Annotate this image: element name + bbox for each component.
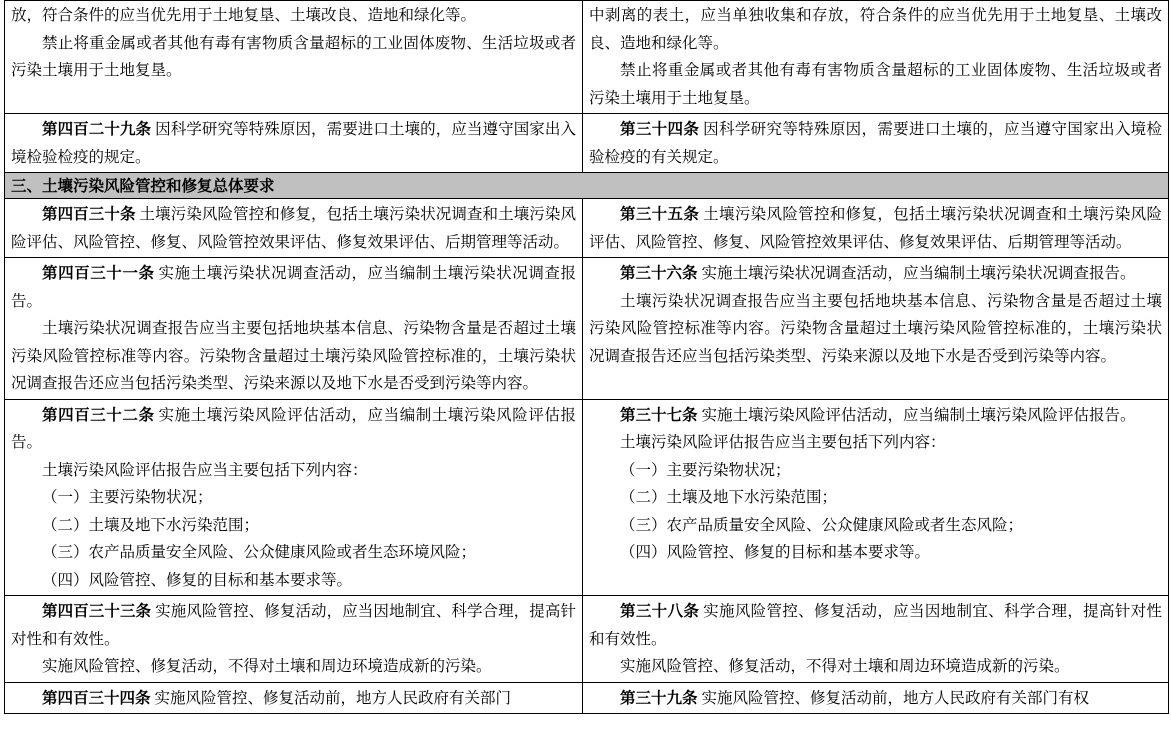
provision-paragraph bbox=[589, 653, 1162, 681]
provision-paragraph bbox=[11, 567, 576, 595]
provision-paragraph bbox=[589, 684, 1162, 713]
provision-text: 禁止将重金属或者其他有毒有害物质含量超标的工业固体废物、生活垃圾或者污染土壤用于土地复垦。 bbox=[589, 61, 1162, 107]
provision-text: 实施风险管控、修复活动，应当因地制宜、科学合理，提高针对性和有效性。 bbox=[589, 602, 1162, 648]
provision-text: （三）农产品质量安全风险、公众健康风险或者生态风险； bbox=[620, 515, 1024, 534]
provision-text: 实施风险管控、修复活动前，地方人民政府有关部门有权 bbox=[701, 688, 1090, 707]
provision-paragraph bbox=[11, 539, 576, 567]
provision-paragraph bbox=[589, 457, 1162, 485]
provision-text: 实施风险管控、修复活动，不得对土壤和周边环境造成新的污染。 bbox=[42, 657, 492, 675]
section-header-row bbox=[5, 173, 1169, 199]
provision-paragraph bbox=[11, 457, 576, 485]
provision-paragraph bbox=[11, 2, 576, 30]
table-row bbox=[5, 1, 1169, 114]
article-number: 第三十九条 bbox=[620, 687, 698, 707]
provision-paragraph bbox=[11, 200, 576, 256]
provision-paragraph bbox=[11, 512, 576, 540]
table-row bbox=[5, 258, 1169, 400]
provision-text: （三）农产品质量安全风险、公众健康风险或者生态环境风险； bbox=[42, 543, 477, 561]
provision-paragraph bbox=[11, 684, 576, 713]
provision-text: 土壤污染风险管控和修复，包括土壤污染状况调查和土壤污染风险评估、风险管控、修复、风险管控效果评估、修复效果评估、后期管理等活动。 bbox=[11, 205, 576, 251]
old-provision-cell bbox=[5, 682, 583, 714]
provision-text: 禁止将重金属或者其他有毒有害物质含量超标的工业固体废物、生活垃圾或者污染土壤用于土地复垦。 bbox=[11, 33, 576, 79]
provision-paragraph bbox=[589, 288, 1162, 371]
provision-text: 因科学研究等特殊原因，需要进口土壤的，应当遵守国家出入境检验检疫的有关规定。 bbox=[589, 120, 1162, 166]
provision-paragraph bbox=[589, 200, 1162, 256]
article-number: 第四百三十条 bbox=[42, 204, 136, 223]
new-provision-cell bbox=[583, 114, 1169, 173]
table-row bbox=[5, 596, 1169, 683]
comparison-table-body bbox=[5, 1, 1169, 714]
old-provision-cell bbox=[5, 199, 583, 258]
provision-paragraph bbox=[11, 653, 576, 681]
provision-text: 土壤污染风险评估报告应当主要包括下列内容： bbox=[42, 460, 368, 479]
article-number: 第三十四条 bbox=[620, 119, 700, 138]
article-number: 第四百三十三条 bbox=[42, 601, 152, 620]
provision-text: 实施风险管控、修复活动，不得对土壤和周边环境造成新的污染。 bbox=[620, 657, 1070, 675]
new-provision-cell bbox=[583, 1, 1169, 114]
provision-text: 实施土壤污染状况调查活动，应当编制土壤污染状况调查报告。 bbox=[11, 264, 576, 310]
article-number: 第三十五条 bbox=[620, 204, 700, 223]
provision-paragraph bbox=[589, 401, 1162, 430]
provision-text: 实施土壤污染风险评估活动，应当编制土壤污染风险评估报告。 bbox=[701, 405, 1136, 424]
provision-text: （四）风险管控、修复的目标和基本要求等。 bbox=[620, 543, 931, 561]
old-provision-cell bbox=[5, 258, 583, 400]
provision-paragraph bbox=[589, 115, 1162, 171]
article-number: 第三十八条 bbox=[620, 601, 700, 620]
provision-paragraph bbox=[11, 484, 576, 512]
provision-text: （一）主要污染物状况； bbox=[620, 460, 791, 479]
table-row bbox=[5, 399, 1169, 596]
provision-text: 土壤污染风险评估报告应当主要包括下列内容： bbox=[620, 433, 946, 451]
provision-paragraph bbox=[589, 512, 1162, 540]
provision-paragraph bbox=[11, 401, 576, 457]
provision-paragraph bbox=[11, 259, 576, 315]
provision-paragraph bbox=[589, 2, 1162, 57]
article-number: 第四百二十九条 bbox=[42, 119, 152, 138]
provision-paragraph bbox=[589, 539, 1162, 567]
provision-text: 土壤污染状况调查报告应当主要包括地块基本信息、污染物含量是否超过土壤污染风险管控标准等内容。污染物含量超过土壤污染风险管控标准的，土壤污染状况调查报告还应当包括污染类型、污染来源以及地下水是否受到污染等内容。 bbox=[589, 291, 1162, 365]
comparison-table bbox=[4, 0, 1169, 714]
provision-paragraph bbox=[11, 115, 576, 171]
old-provision-cell bbox=[5, 399, 583, 596]
article-number: 第四百三十二条 bbox=[42, 404, 155, 424]
provision-paragraph bbox=[11, 30, 576, 85]
provision-paragraph bbox=[589, 597, 1162, 653]
old-provision-cell bbox=[5, 1, 583, 114]
article-number: 第四百三十一条 bbox=[42, 263, 155, 282]
new-provision-cell bbox=[583, 399, 1169, 596]
provision-text: 实施风险管控、修复活动前，地方人民政府有关部门 bbox=[154, 688, 512, 707]
provision-text: （二）土壤及地下水污染范围； bbox=[620, 488, 838, 506]
old-provision-cell bbox=[5, 596, 583, 683]
provision-paragraph bbox=[589, 57, 1162, 112]
article-number: 第四百三十四条 bbox=[42, 687, 151, 707]
provision-text: 放，符合条件的应当优先用于土地复垦、土壤改良、造地和绿化等。 bbox=[11, 6, 477, 24]
provision-paragraph bbox=[589, 259, 1162, 288]
provision-text: 因科学研究等特殊原因，需要进口土壤的，应当遵守国家出入境检验检疫的规定。 bbox=[11, 120, 576, 166]
table-row bbox=[5, 682, 1169, 714]
provision-text: 实施风险管控、修复活动，应当因地制宜、科学合理，提高针对性和有效性。 bbox=[11, 602, 576, 648]
provision-text: 实施土壤污染风险评估活动，应当编制土壤污染风险评估报告。 bbox=[11, 405, 576, 451]
new-provision-cell bbox=[583, 596, 1169, 683]
provision-text: （四）风险管控、修复的目标和基本要求等。 bbox=[42, 570, 353, 589]
new-provision-cell bbox=[583, 199, 1169, 258]
provision-text: 土壤污染状况调查报告应当主要包括地块基本信息、污染物含量是否超过土壤污染风险管控标准等内容。污染物含量超过土壤污染风险管控标准的，土壤污染状况调查报告还应当包括污染类型、污染来源以及地下水是否受到污染等内容。 bbox=[11, 319, 576, 392]
article-number: 第三十七条 bbox=[620, 404, 698, 424]
provision-paragraph bbox=[11, 315, 576, 398]
old-provision-cell bbox=[5, 114, 583, 173]
new-provision-cell bbox=[583, 682, 1169, 714]
provision-text: 土壤污染风险管控和修复，包括土壤污染状况调查和土壤污染风险评估、风险管控、修复、风险管控效果评估、修复效果评估、后期管理等活动。 bbox=[589, 205, 1162, 251]
section-heading: 三、土壤污染风险管控和修复总体要求 bbox=[5, 173, 1169, 199]
provision-text: （一）主要污染物状况； bbox=[42, 488, 213, 506]
provision-paragraph bbox=[589, 484, 1162, 512]
provision-text: （二）土壤及地下水污染范围； bbox=[42, 515, 260, 534]
provision-paragraph bbox=[589, 429, 1162, 457]
table-row bbox=[5, 114, 1169, 173]
article-number: 第三十六条 bbox=[620, 263, 698, 282]
provision-paragraph bbox=[11, 597, 576, 653]
new-provision-cell bbox=[583, 258, 1169, 400]
provision-text: 中剥离的表土，应当单独收集和存放，符合条件的应当优先用于土地复垦、土壤改良、造地和绿化等。 bbox=[589, 6, 1162, 52]
table-row bbox=[5, 199, 1169, 258]
provision-text: 实施土壤污染状况调查活动，应当编制土壤污染状况调查报告。 bbox=[701, 264, 1136, 282]
